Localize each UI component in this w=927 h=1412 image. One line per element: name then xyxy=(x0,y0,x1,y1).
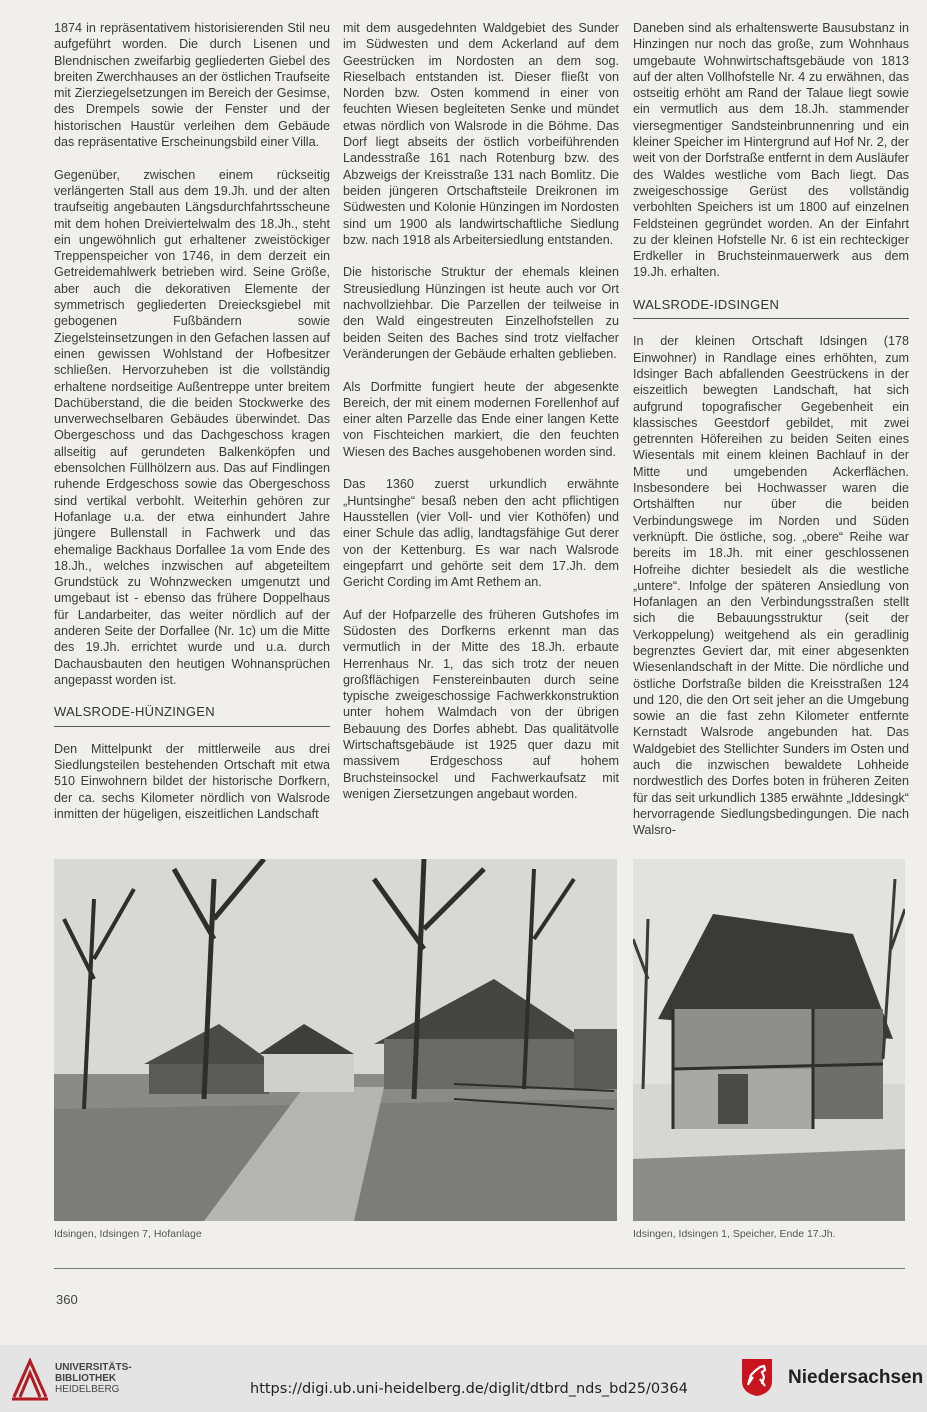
text-column-1 xyxy=(54,20,330,822)
paragraph: Den Mittelpunkt der mittlerweile aus drei Siedlungsteilen bestehenden Ortschaft mit etwa 510 Einwohnern bildet der historische Dorfkern, der ca. sechs Kilometer nördlich von Walsrode inmitten der hügeligen, eiszeitlichen Landschaft xyxy=(54,741,330,821)
niedersachsen-horse-crest-icon[interactable] xyxy=(740,1357,774,1397)
photo-hofanlage xyxy=(54,859,617,1221)
paragraph: Daneben sind als erhaltenswerte Bausubstanz in Hinzingen nur noch das große, zum Wohnhaus umgebaute Wohnwirtschaftsgebäude von 1813 auf der alten Vollhofstelle Nr. 4 zu erwähnen, das ostseitig erhöht am Rand der Talaue liegt sowie ein vermutlich aus dem 18.Jh. stammender viersegmentiger Sandsteinbrunnenring und ein kleiner Speicher im Hintergrund auf Hof Nr. 2, der weit von der Dorfstraße entfernt in dem Ausläufer des Waldes westliche vom Bach liegt. Das zweigeschossige Gerüst des vollständig verbohlten Speichers ist um 1800 auf einzelnen Feldsteinen gegründet worden. An der Einfahrt zu der kleinen Hofstelle Nr. 6 ist ein rechteckiger Erdkeller in Bruchsteinmauerwerk aus dem 19.Jh. erhalten. xyxy=(633,21,909,280)
paragraph: Als Dorfmitte fungiert heute der abgesenkte Bereich, der mit einem modernen Forellenhof auf einer alten Parzelle das Ende einer langen Kette von Fischteichen markiert, die den feuchten Wiesen des Baches ausgehobenen worden sind. xyxy=(343,379,619,459)
paragraph: Die historische Struktur der ehemals kleinen Streusiedlung Hünzingen ist heute auch vor Ort nachvollziehbar. Die Parzellen der teilweise in den Wald eingestreuten Einzelhofstellen zu beiden Seiten des Baches sind trotz vielfacher Veränderungen der Gebäude erhalten geblieben. xyxy=(343,265,619,361)
farmstead-illustration xyxy=(54,859,617,1221)
library-name-line: BIBLIOTHEK xyxy=(55,1373,117,1384)
section-heading-idsingen: WALSRODE-IDSINGEN xyxy=(633,297,909,319)
text-column-3 xyxy=(633,20,909,839)
footer-rule xyxy=(54,1268,905,1269)
footer-bar xyxy=(0,1345,927,1412)
page-number: 360 xyxy=(56,1292,78,1307)
granary-illustration xyxy=(633,859,905,1221)
section-heading-huenzingen: WALSRODE-HÜNZINGEN xyxy=(54,704,330,726)
partner-name[interactable]: Niedersachsen xyxy=(788,1367,924,1388)
paragraph: Gegenüber, zwischen einem rückseitig verlängerten Stall aus dem 19.Jh. und der alten traufseitig angebauten Längsdurchfahrtsscheune mit dem hohen Dreiviertelwalm des 18.Jh., steht ein ungewöhnlich gut erhaltener zweistöckiger Treppenspeicher von 1746, in dem derzeit ein Getreidemahlwerk betrieben wird. Seine Größe, aber auch die dekorativen Elemente der symmetrisch gegliederten Dreiecksgiebel mit gebogenen Fußbändern sowie Ziegelsteinsetzungen in den Gefachen lassen auf einen gewissen Wohlstand der Hofbesitzer schließen. Hervorzuheben ist die vollständig erhaltene nordseitige Außentreppe unter breitem Dachüberstand, die die beiden Stockwerke des unverwechselbaren Gebäudes überwindet. Das Obergeschoss und das Dachgeschoss kragen allseitig auf gerundeten Balkenköpfen und ebensolchen Füllhölzern aus. Das auf Findlingen ruhende Erdgeschoss sowie das Obergeschoss sind vertikal verbohlt. Weiterhin gehören zur Hofanlage u.a. der etwa einhundert Jahre jüngere Bullenstall in Fachwerk und das ehemalige Backhaus Dorfallee 1a vom Ende des 18.Jh., welches inzwischen auf abgeteiltem Grundstück zu Wohnzwecken umgenutzt und umgebaut ist - ebenso das frühere Doppelhaus für Landarbeiter, das weiter nördlich auf der anderen Seite der Dorfallee (Nr. 1c) um die Mitte des 19.Jh. errichtet wurde und u.a. durch Dachausbauten den heutigen Wohnansprüchen angepasst worden ist. xyxy=(54,167,330,687)
library-name-line: HEIDELBERG xyxy=(55,1384,120,1395)
source-url-link[interactable]: https://digi.ub.uni-heidelberg.de/diglit/dtbrd_nds_bd25/0364 xyxy=(250,1381,688,1397)
library-name-line: UNIVERSITÄTS- xyxy=(55,1362,132,1373)
paragraph: In der kleinen Ortschaft Idsingen (178 Einwohner) in Randlage eines erhöhten, zum Idsinger Bach abfallenden Geestrückens in der eiszeitlich bewegten Landschaft, hat sich aufgrund topografischer Gegebenheit ein klassisches Geestdorf gebildet, mit zwei getrennten Höfereihen zu beiden Seiten eines Wiesentals mit einem kleinen Bachlauf in der Mitte und umgebenden Ackerflächen. Insbesondere bei Hochwasser waren die Ortshälften nur über die beiden Verbindungswege im Norden und Süden verknüpft. Die östliche, sog. „obere“ Reihe war bereits im 18.Jh. mit einer geschlossenen Hofreihe dichter besiedelt als die westliche „untere“. Infolge der späteren Ansiedlung von Hofanlagen an den Verbindungsstraßen stellt sich die Bebauungsstruktur (seit der Verkoppelung) weitgehend als ein geradlinig begrenztes Geviert dar, mit einer abgesenkten Wiesenlandschaft in der Mitte. Die nördliche und östliche Dorfstraße bilden die Kreisstraßen 124 und 120, die den Ort seit jeher an die Umgebung sowie an die fast zehn Kilometer entfernte Kernstadt Walsrode angebunden hat. Das Waldgebiet des Stellichter Sunders im Osten und auch die inzwischen bewaldete Lohheide nordwestlich des Dorfes boten in früheren Zeiten für das seit urkundlich 1385 erwähnte „Iddesingk“ hervorragende Siedlungsbedingungen. Die nach Walsro- xyxy=(633,334,909,838)
photo-speicher xyxy=(633,859,905,1221)
paragraph: mit dem ausgedehnten Waldgebiet des Sunder im Südwesten und dem Ackerland auf dem Geestrücken im Nordosten an dem sog. Rieselbach entstanden ist. Dieser fließt von Norden bzw. Osten kommend in einer von feuchten Wiesen begleiteten Senke und mündet etwas nördlich von Walsrode in die Böhme. Das Dorf liegt abseits der östlich vorbeiführenden Landesstraße 161 nach Rotenburg bzw. des Abzweigs der Kreisstraße 131 nach Bomlitz. Die beiden jüngeren Ortschaftsteile Dreikronen im Südwesten und Kolonie Hünzingen im Nordosten sind um 1900 als landwirtschaftliche Siedlung bzw. nach 1918 als Arbeitersiedlung entstanden. xyxy=(343,21,619,247)
university-library-logo-icon[interactable] xyxy=(10,1353,50,1405)
text-column-2 xyxy=(343,20,619,802)
paragraph: Das 1360 zuerst urkundlich erwähnte „Huntsinghe“ besaß neben den acht pflichtigen Hausstellen (vier Voll- und vier Kothöfen) und einer Schule das adlig, landtagsfähige Gut derer von der Kettenburg. Es war nach Walsrode eingepfarrt und gehörte seit dem 17.Jh. dem Gericht Cording im Amt Rethem an. xyxy=(343,477,619,590)
paragraph: 1874 in repräsentativem historisierenden Stil neu aufgeführt worden. Die durch Lisenen und Blendnischen zweifarbig gegliederten Giebel des breiten Zwerchhauses an der östlichen Traufseite mit Zierziegelsetzungen im Bereich der Gesimse, des Drempels sowie der Fenster und der historischen Haustür verleihen dem Gebäude das repräsentative Erscheinungsbild einer Villa. xyxy=(54,21,330,150)
figure-caption-left: Idsingen, Idsingen 7, Hofanlage xyxy=(54,1228,202,1240)
figure-caption-right: Idsingen, Idsingen 1, Speicher, Ende 17.Jh. xyxy=(633,1228,836,1240)
paragraph: Auf der Hofparzelle des früheren Gutshofes im Südosten des Dorfkerns erkennt man das vermutlich in der Mitte des 18.Jh. erbaute Herrenhaus Nr. 1, das sich trotz der neuen großflächigen Fenstereinbauten durch seine typische zweigeschossige Fachwerkkonstruktion unter hohem Walmdach von der übrigen Bebauung des Dorfes abhebt. Das qualitätvolle Wirtschaftsgebäude ist 1925 quer dazu mit massivem Erdgeschoss auf hohem Bruchsteinsockel und Fachwerkaufsatz mit wenigen Ziersetzungen angebaut worden. xyxy=(343,607,619,801)
university-library-name[interactable] xyxy=(55,1362,132,1395)
